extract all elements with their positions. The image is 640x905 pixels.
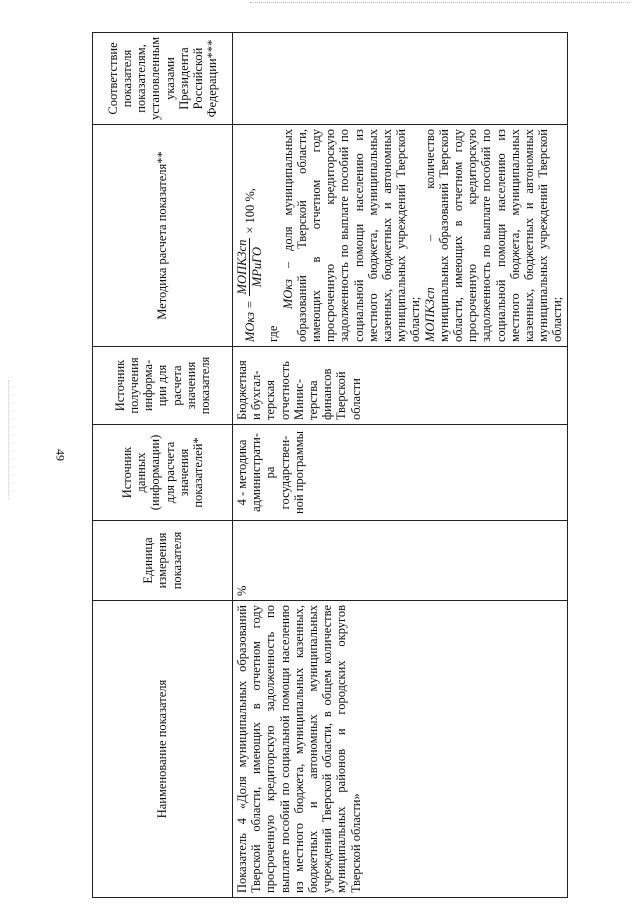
formula-where: где — [266, 325, 281, 342]
cell-method — [233, 125, 568, 347]
formula-right: × 100 %, — [242, 188, 257, 234]
definition-1-text: – доля муниципальных образований Тверской области, имеющих в отчетном году просроченную кредиторскую задолженность по выплате пособий по социальной помощи населению из местного бюджета, муниципальных казенных, бюджетных и автономных муниципальных учреждений Тверской области; — [280, 129, 423, 342]
header-info-source: Источник получения информа-ции для расчета значения показателя — [93, 347, 233, 425]
cell-name: Показатель 4 «Доля муниципальных образований Тверской области, имеющих в отчетном году просроченную кредиторскую задолженность по выплате пособий по социальной помощи населению из местного бюджета, муниципальных казенных, бюджетных и автономных муниципальных учреждений Тверской области, в общем количестве муниципальных районов и городских округов Тверской области» — [233, 601, 568, 898]
formula-numerator: МОПКЗсп — [235, 239, 249, 295]
cell-info-source: Бюджетная и бухгал-терская отчетность Минис-терства финансов Тверской области — [233, 347, 568, 425]
cell-unit: % — [233, 521, 568, 601]
scan-artifact-left — [8, 380, 10, 500]
page-number: 49 — [53, 449, 68, 461]
definition-2 — [423, 129, 565, 342]
definition-1 — [281, 129, 423, 342]
method-formula — [235, 129, 264, 342]
header-data-source: Источник данных (информации) для расчета значения показателей* — [93, 425, 233, 521]
scan-artifact-top — [250, 2, 630, 5]
formula-denominator: МРиГО — [250, 246, 265, 288]
rotated-table-frame — [92, 33, 565, 898]
formula-left: МОкз = — [242, 300, 257, 342]
cell-compliance — [233, 33, 568, 125]
indicator-table — [92, 32, 568, 898]
header-compliance: Соответствие показателя показателям, установленным указами Президента Российской Федерации*** — [93, 33, 233, 125]
formula-fraction — [235, 238, 264, 297]
definition-2-symbol: МОПКЗсп — [422, 287, 437, 342]
indicator-table-wrapper — [92, 33, 565, 898]
definition-2-text: – количество муниципальных образований Тверской области, имеющих в отчетном году просроченную кредиторскую задолженность по выплате пособий по социальной помощи населению из местного бюджета, муниципальных казенных, бюджетных и автономных муниципальных учреждений Тверской области; — [422, 129, 565, 342]
header-name: Наименование показателя — [93, 601, 233, 898]
definition-1-symbol: МОкз — [280, 279, 295, 310]
table-header-row — [93, 33, 233, 898]
cell-data-source: 4 - методика администрати-ра государствен-ной программы — [233, 425, 568, 521]
table-row — [233, 33, 568, 898]
header-unit: Единица измерения показателя — [93, 521, 233, 601]
header-method: Методика расчета показателя** — [93, 125, 233, 347]
